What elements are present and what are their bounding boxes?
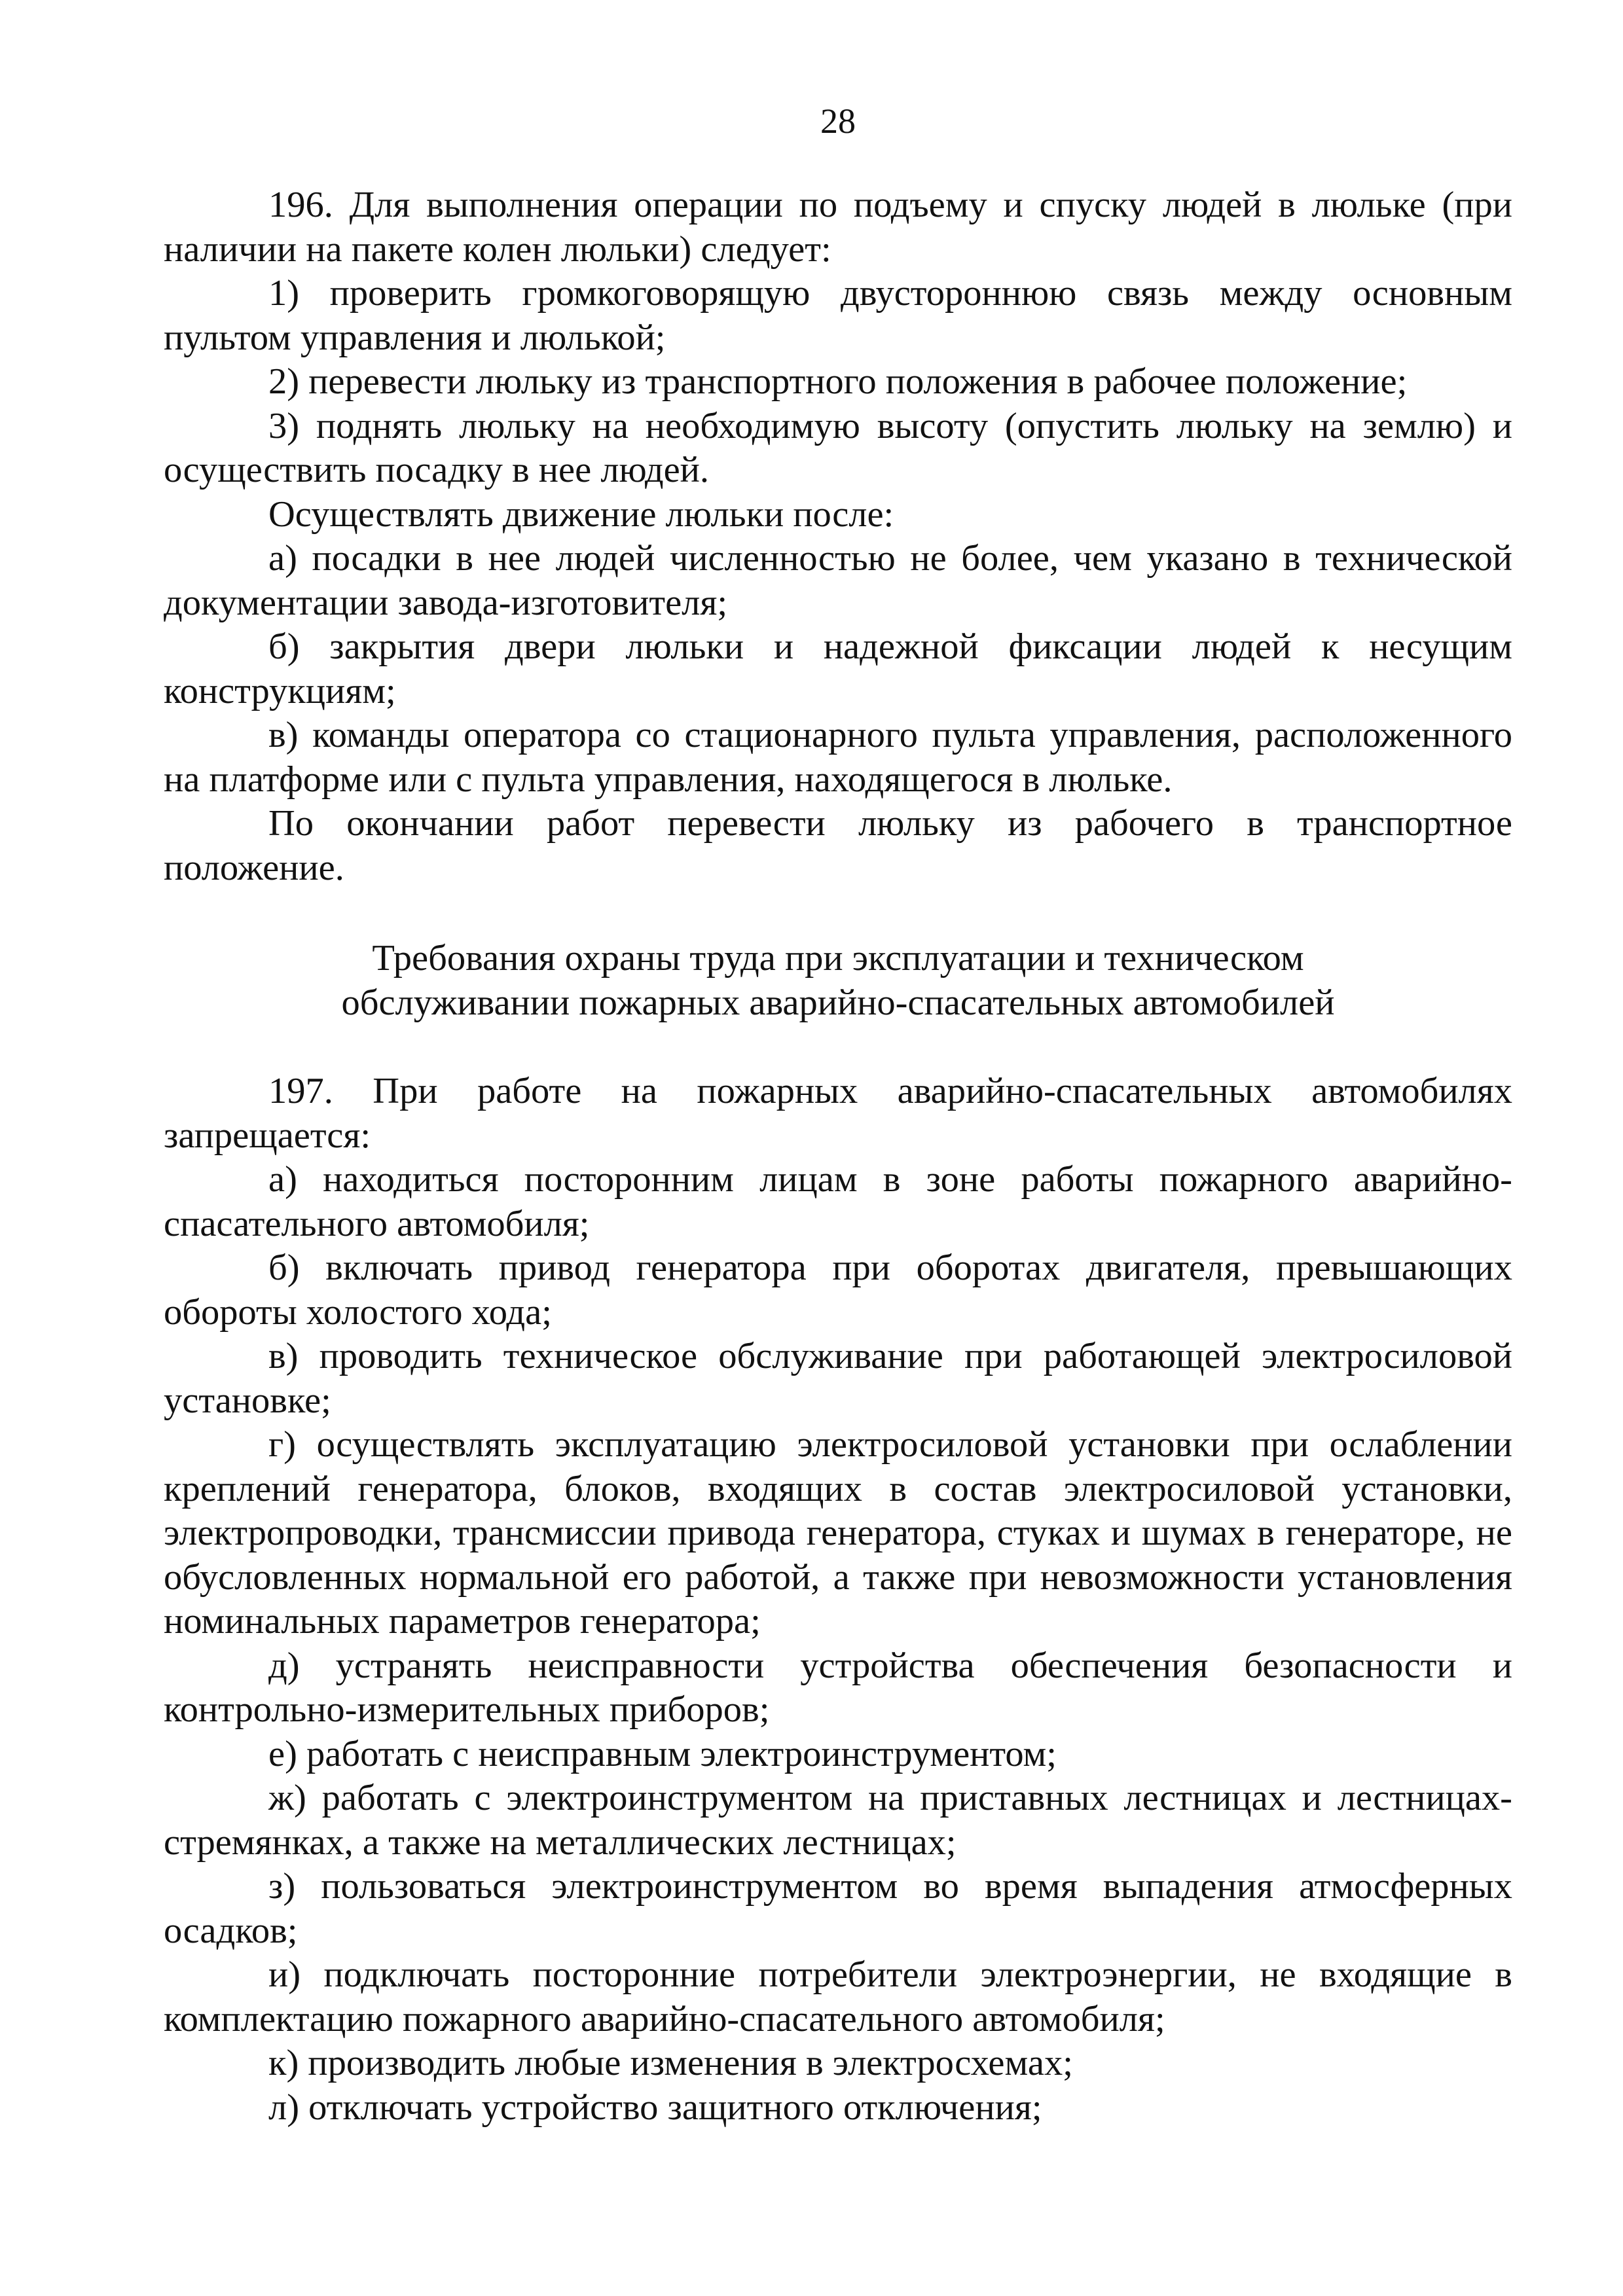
item-197-i: и) подключать посторонние потребители электроэнергии, не входящие в комплектацию пожарного аварийно-спасательного автомобиля; — [164, 1954, 1512, 2039]
paragraph-end-of-work: По окончании работ перевести люльку из рабочего в транспортное положение. — [164, 803, 1512, 888]
section-heading-line-2: обслуживании пожарных аварийно-спасательных автомобилей — [341, 982, 1335, 1023]
paragraph-196: 196. Для выполнения операции по подъему и спуску людей в люльке (при наличии на пакете колен люльки) следует: — [164, 185, 1512, 270]
item-197-zh: ж) работать с электроинструментом на приставных лестницах и лестницах-стремянках, а также на металлических лестницах; — [164, 1778, 1512, 1863]
item-196-1: 1) проверить громкоговорящую двустороннюю связь между основным пультом управления и люлькой; — [164, 273, 1512, 358]
paragraph-movement: Осуществлять движение люльки после: — [268, 493, 894, 535]
item-197-g: г) осуществлять эксплуатацию электросиловой установки при ослаблении креплений генератора, блоков, входящих в состав электросиловой установки, электропроводки, трансмиссии привода генератора, стуках и шумах в генераторе, не обусловленных нормальной его работой, а также при невозможности установления номинальных параметров генератора; — [164, 1424, 1512, 1641]
item-movement-v: в) команды оператора со стационарного пульта управления, расположенного на платформе или с пульта управления, находящегося в люльке. — [164, 715, 1512, 800]
page-number: 28 — [820, 101, 856, 141]
document-body — [164, 183, 1512, 2130]
item-197-a: а) находиться посторонним лицам в зоне работы пожарного аварийно-спасательного автомобиля; — [164, 1159, 1512, 1244]
item-movement-a: а) посадки в нее людей численностью не более, чем указано в технической документации завода-изготовителя; — [164, 538, 1512, 623]
item-movement-b: б) закрытия двери люльки и надежной фиксации людей к несущим конструкциям; — [164, 626, 1512, 711]
item-197-v: в) проводить техническое обслуживание при работающей электросиловой установке; — [164, 1336, 1512, 1421]
paragraph-197: 197. При работе на пожарных аварийно-спасательных автомобилях запрещается: — [164, 1071, 1512, 1156]
item-197-b: б) включать привод генератора при оборотах двигателя, превышающих обороты холостого хода; — [164, 1247, 1512, 1333]
item-197-k: к) производить любые изменения в электросхемах; — [268, 2043, 1073, 2083]
item-197-e: е) работать с неисправным электроинструментом; — [268, 1733, 1057, 1774]
item-197-l: л) отключать устройство защитного отключения; — [268, 2087, 1042, 2128]
item-197-d: д) устранять неисправности устройства обеспечения безопасности и контрольно-измерительных приборов; — [164, 1645, 1512, 1730]
item-197-z: з) пользоваться электроинструментом во время выпадения атмосферных осадков; — [164, 1866, 1512, 1951]
item-196-3: 3) поднять люльку на необходимую высоту (опустить люльку на землю) и осуществить посадку в нее людей. — [164, 405, 1512, 490]
item-196-2: 2) перевести люльку из транспортного положения в рабочее положение; — [268, 361, 1408, 402]
section-heading-line-1: Требования охраны труда при эксплуатации и техническом — [372, 938, 1304, 978]
